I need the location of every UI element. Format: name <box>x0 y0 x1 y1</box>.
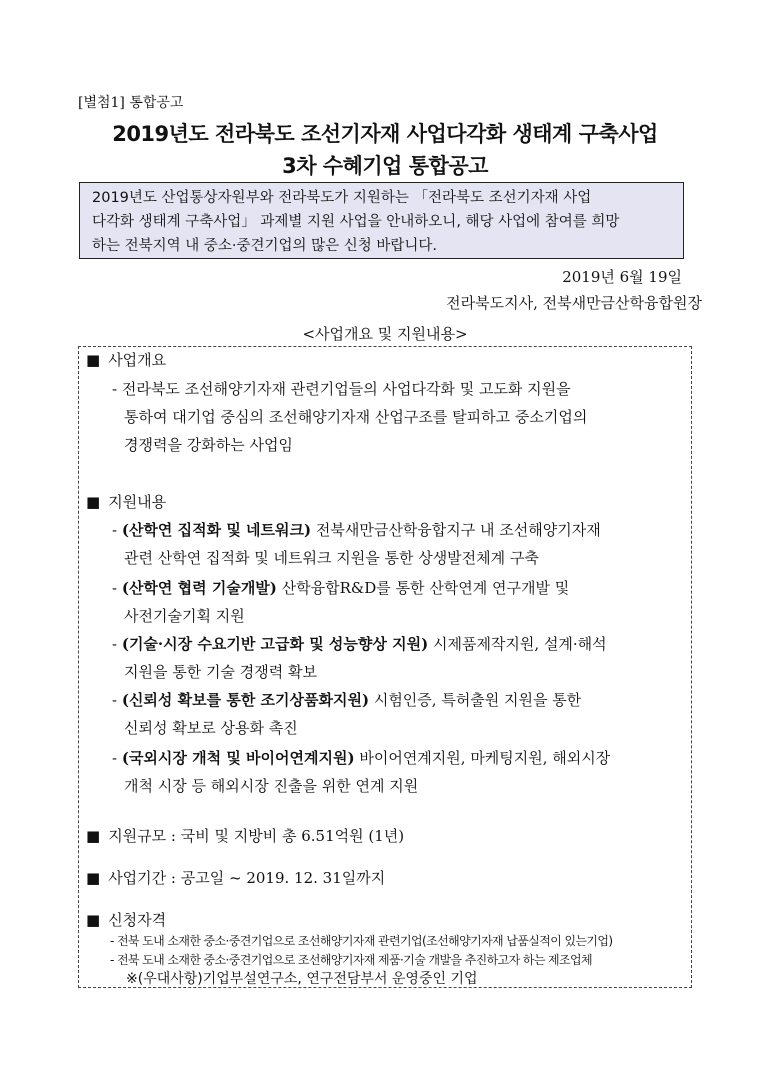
square-bullet-icon: ■ <box>86 493 101 511</box>
support-item: - (신뢰성 확보를 통한 조기상품화지원) 시험인증, 특허출원 지원을 통한 <box>112 691 582 709</box>
square-bullet-icon: ■ <box>86 827 101 845</box>
support-item: - (산학연 협력 기술개발) 산학융합R&D를 통한 산학연계 연구개발 및 <box>112 579 570 597</box>
overview-line: - 전라북도 조선해양기자재 관련기업들의 사업다각화 및 고도화 지원을 <box>112 380 571 398</box>
square-bullet-icon: ■ <box>86 911 101 929</box>
period-line: ■ 사업기간 : 공고일 ~ 2019. 12. 31일까지 <box>86 869 386 887</box>
support-item-cont: 지원을 통한 기술 경쟁력 확보 <box>124 663 317 681</box>
notice-box <box>79 182 684 259</box>
support-item: - (산학연 집적화 및 네트워크) 전북새만금산학융합지구 내 조선해양기자재 <box>112 521 601 539</box>
issuer: 전라북도지사, 전북새만금산학융합원장 <box>446 294 702 312</box>
section-subheading: <사업개요 및 지원내용> <box>302 325 468 343</box>
square-bullet-icon: ■ <box>86 869 101 887</box>
page-title: 2019년도 전라북도 조선기자재 사업다각화 생태계 구축사업 <box>112 122 658 146</box>
support-item: - (기술·시장 수요기반 고급화 및 성능향상 지원) 시제품제작지원, 설계·해석 <box>112 635 607 653</box>
support-item-cont: 관련 산학연 집적화 및 네트워크 지원을 통한 상생발전체계 구축 <box>124 549 539 567</box>
support-item: - (국외시장 개척 및 바이어연계지원) 바이어연계지원, 마케팅지원, 해외시장 <box>112 749 611 767</box>
page-subtitle: 3차 수혜기업 통합공고 <box>282 154 488 178</box>
support-item-cont: 신뢰성 확보로 상용화 촉진 <box>124 719 298 737</box>
attachment-label: [별첨1] 통합공고 <box>78 95 184 111</box>
support-item-cont: 개척 시장 등 해외시장 진출을 위한 연계 지원 <box>124 777 419 795</box>
overview-line: 경쟁력을 강화하는 사업임 <box>124 436 293 454</box>
square-bullet-icon: ■ <box>86 351 101 369</box>
support-heading: ■ 지원내용 <box>86 493 167 511</box>
notice-line: 하는 전북지역 내 중소·중견기업의 많은 신청 바랍니다. <box>92 238 438 254</box>
eligibility-line: - 전북 도내 소재한 중소·중견기업으로 조선해양기자재 관련기업(조선해양기자재 납품실적이 있는기업) <box>110 934 613 948</box>
eligibility-note: ※(우대사항)기업부설연구소, 연구전담부서 운영중인 기업 <box>126 971 478 987</box>
announcement-date: 2019년 6월 19일 <box>562 268 682 286</box>
support-item-cont: 사전기술기획 지원 <box>124 607 245 625</box>
notice-line: 2019년도 산업통상자원부와 전라북도가 지원하는 「전라북도 조선기자재 사업 <box>92 190 592 206</box>
notice-line: 다각화 생태계 구축사업」 과제별 지원 사업을 안내하오니, 해당 사업에 참여를 희망 <box>92 214 620 230</box>
eligibility-line: - 전북 도내 소재한 중소·중견기업으로 조선해양기자재 제품·기술 개발을 추진하고자 하는 제조업체 <box>110 953 592 967</box>
overview-line: 통하여 대기업 중심의 조선해양기자재 산업구조를 탈피하고 중소기업의 <box>124 408 588 426</box>
scale-line: ■ 지원규모 : 국비 및 지방비 총 6.51억원 (1년) <box>86 827 405 845</box>
overview-heading: ■ 사업개요 <box>86 351 167 369</box>
eligibility-heading: ■ 신청자격 <box>86 911 167 929</box>
